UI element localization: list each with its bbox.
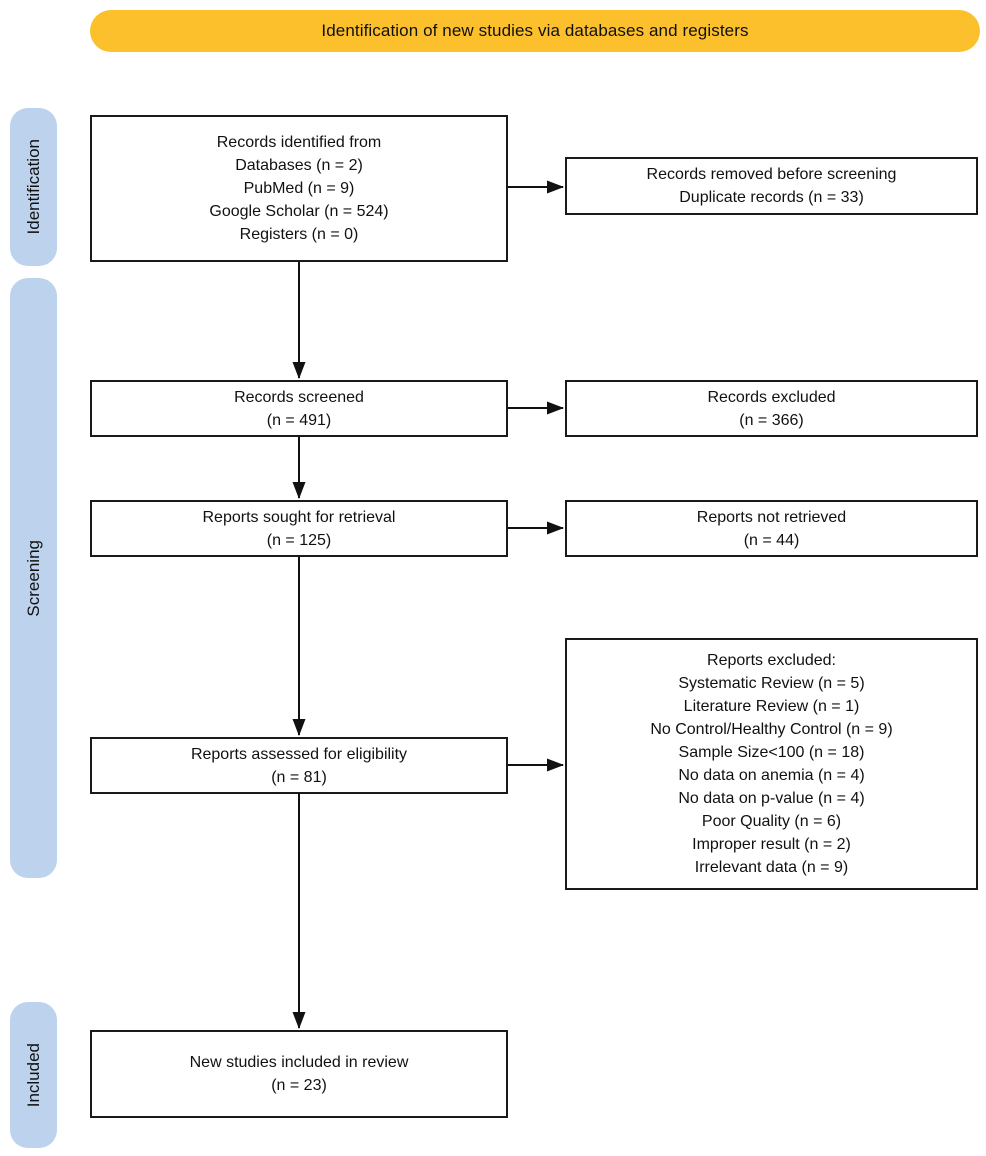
banner-title: Identification of new studies via databases and registers xyxy=(321,21,749,40)
box-line: Records screened xyxy=(234,388,364,406)
box-new-studies-included xyxy=(90,1030,508,1118)
box-line: (n = 23) xyxy=(271,1077,327,1094)
box-line: (n = 125) xyxy=(266,531,332,549)
box-records-excluded xyxy=(565,380,978,437)
box-line: Poor Quality (n = 6) xyxy=(701,813,842,830)
box-line: No data on p-value (n = 4) xyxy=(678,790,865,807)
box-line: Literature Review (n = 1) xyxy=(683,698,860,715)
box-line: Records removed before screening xyxy=(646,166,897,183)
box-line: Reports assessed for eligibility xyxy=(190,745,408,763)
box-line: Registers (n = 0) xyxy=(239,226,359,243)
box-line: Records excluded xyxy=(707,388,836,406)
box-line: (n = 366) xyxy=(739,411,804,429)
box-line: Databases (n = 2) xyxy=(235,157,363,174)
box-records-screened xyxy=(90,380,508,437)
box-line: No Control/Healthy Control (n = 9) xyxy=(650,721,893,738)
box-line: (n = 44) xyxy=(743,531,800,549)
stage-label-identification xyxy=(10,108,57,266)
box-records-removed xyxy=(565,157,978,215)
box-line: (n = 81) xyxy=(271,768,327,786)
box-line: Reports sought for retrieval xyxy=(202,508,396,526)
box-line: Systematic Review (n = 5) xyxy=(678,675,865,692)
stage-label-screening xyxy=(10,278,57,878)
box-records-identified xyxy=(90,115,508,262)
banner xyxy=(90,10,980,52)
stage-label-text: Screening xyxy=(23,539,43,617)
box-reports-excluded xyxy=(565,638,978,890)
box-line: Improper result (n = 2) xyxy=(692,836,851,853)
stage-label-text: Included xyxy=(23,1042,43,1108)
box-line: (n = 491) xyxy=(266,411,332,429)
box-line: Reports not retrieved xyxy=(696,508,847,526)
box-line: Reports excluded: xyxy=(707,652,836,669)
box-line: Records identified from xyxy=(216,134,382,151)
box-line: No data on anemia (n = 4) xyxy=(678,767,865,784)
box-line: Sample Size<100 (n = 18) xyxy=(678,744,865,761)
box-line: Duplicate records (n = 33) xyxy=(679,189,864,206)
stage-label-included xyxy=(10,1002,57,1148)
box-reports-not-retrieved xyxy=(565,500,978,557)
box-line: Irrelevant data (n = 9) xyxy=(694,859,849,876)
box-line: Google Scholar (n = 524) xyxy=(209,203,389,220)
box-reports-sought xyxy=(90,500,508,557)
box-line: New studies included in review xyxy=(189,1054,409,1071)
box-line: PubMed (n = 9) xyxy=(243,180,355,197)
box-reports-assessed xyxy=(90,737,508,794)
stage-label-text: Identification xyxy=(23,139,43,235)
